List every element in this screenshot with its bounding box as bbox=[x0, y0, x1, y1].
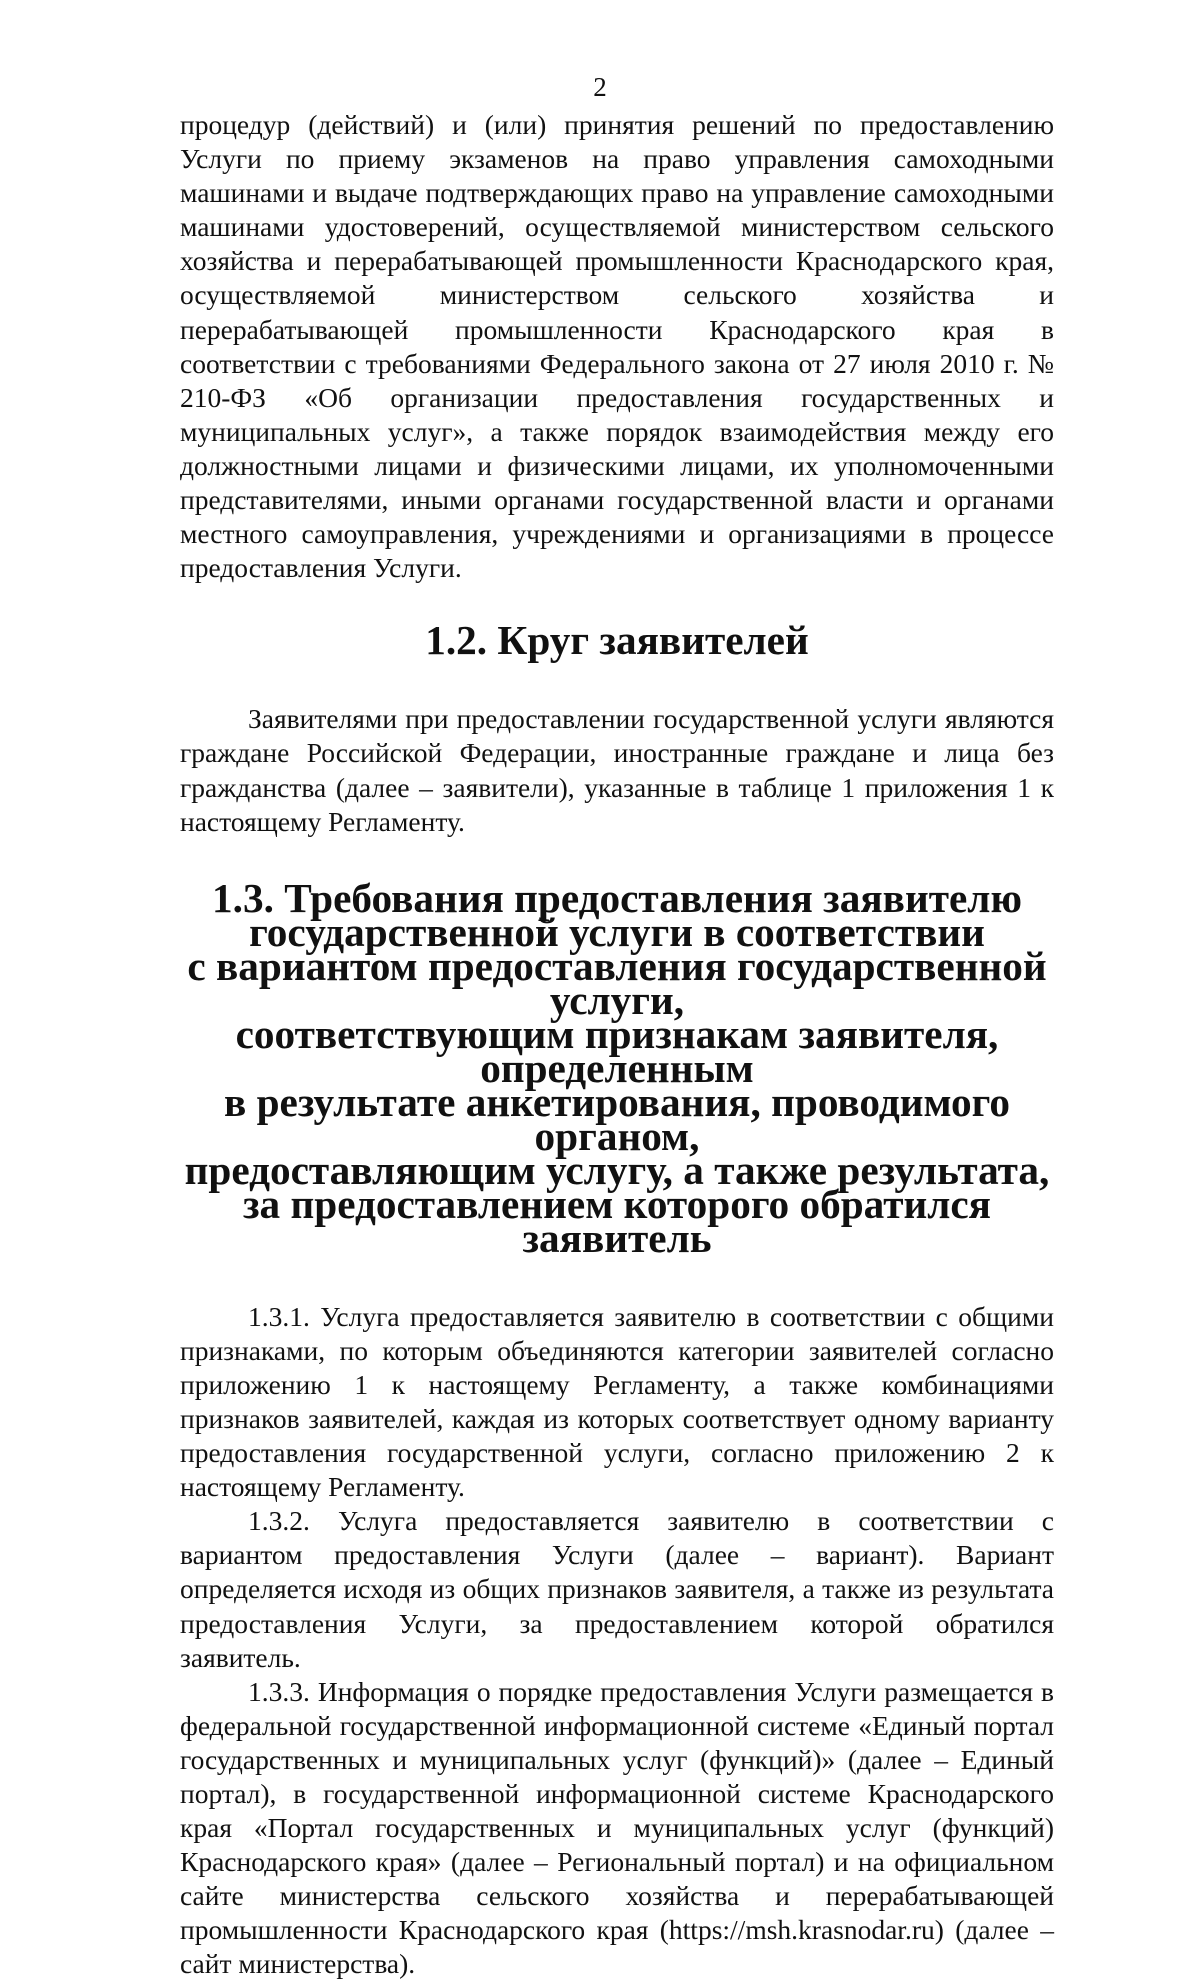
paragraph-1-3-2: 1.3.2. Услуга предоставляется заявителю в соответствии с вариантом предоставления Услуги (далее – вариант). Вариант определяется исходя из общих признаков заявителя, а также из результата предоставления Услуги, за предоставлением которой обратился заявитель. bbox=[180, 1505, 1054, 1673]
section-1-3-heading-line: за предоставлением которого обратился заявитель bbox=[242, 1180, 992, 1261]
section-1-3-heading-line: с вариантом предоставления государственной услуги, bbox=[187, 942, 1047, 1023]
paragraph-1-3-3: 1.3.3. Информация о порядке предоставления Услуги размещается в федеральной государственной информационной системе «Единый портал государственных и муниципальных услуг (функций)» (далее – Единый портал), в государственной информационной системе Краснодарского края «Портал государственных и муниципальных услуг (функций) Краснодарского края» (далее – Региональный портал) и на официальном сайте министерства сельского хозяйства и перерабатывающей промышленности Краснодарского края (https://msh.krasnodar.ru) (далее – сайт министерства). bbox=[180, 1675, 1054, 1980]
section-1-3-heading-line: государственной услуги в соответствии bbox=[249, 908, 985, 955]
document-body bbox=[180, 108, 1054, 1982]
section-1-3-heading-line: 1.3. Требования предоставления заявителю bbox=[212, 874, 1022, 921]
section-1-2-heading: 1.2. Круг заявителей bbox=[425, 617, 809, 664]
section-1-3-heading-line: в результате анкетирования, проводимого органом, bbox=[223, 1078, 1010, 1159]
section-1-2-paragraph: Заявителями при предоставлении государственной услуги являются граждане Российской Федерации, иностранные граждане и лица без гражданства (далее – заявители), указанные в таблице 1 приложения 1 к настоящему Регламенту. bbox=[180, 703, 1054, 837]
page-number: 2 bbox=[593, 72, 607, 102]
section-1-3-heading-line: соответствующим признакам заявителя, определенным bbox=[235, 1010, 999, 1091]
paragraph-1-3-1: 1.3.1. Услуга предоставляется заявителю в соответствии с общими признаками, по которым объединяются категории заявителей согласно приложению 1 к настоящему Регламенту, а также комбинациями признаков заявителей, каждая из которых соответствует одному варианту предоставления государственной услуги, согласно приложению 2 к настоящему Регламенту. bbox=[180, 1300, 1054, 1503]
section-1-3-heading-line: предоставляющим услугу, а также результата, bbox=[184, 1146, 1050, 1193]
section-1-3-heading bbox=[180, 874, 1054, 1261]
intro-paragraph: процедур (действий) и (или) принятия решений по предоставлению Услуги по приему экзаменов на право управления самоходными машинами и выдаче подтверждающих право на управление самоходными машинами удостоверений, осуществляемой министерством сельского хозяйства и перерабатывающей промышленности Краснодарского края, осуществляемой министерством сельского хозяйства и перерабатывающей промышленности Краснодарского края в соответствии с требованиями Федерального закона от 27 июля 2010 г. № 210-ФЗ «Об организации предоставления государственных и муниципальных услуг», а также порядок взаимодействия между его должностными лицами и физическими лицами, их уполномоченными представителями, иными органами государственной власти и органами местного самоуправления, учреждениями и организациями в процессе предоставления Услуги. bbox=[180, 109, 1054, 584]
